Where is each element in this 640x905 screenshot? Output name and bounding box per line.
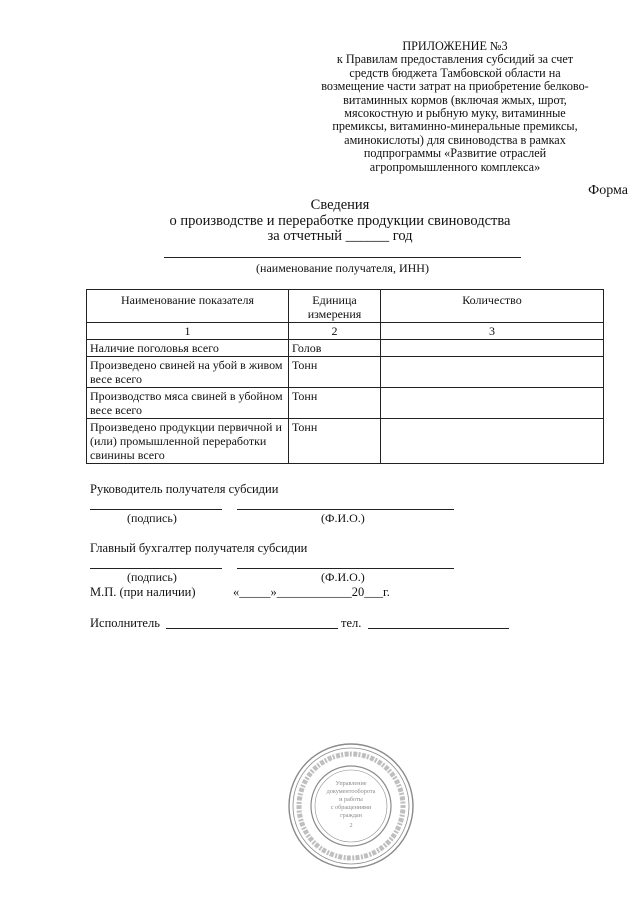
recipient-line [164, 257, 521, 258]
header-indicator: Наименование показателя [87, 290, 289, 323]
svg-text:и работы: и работы [339, 796, 363, 803]
table-row [87, 388, 604, 419]
header-unit: Единица измерения [289, 290, 381, 323]
table-row [87, 357, 604, 388]
table-header-row [87, 290, 604, 323]
svg-text:граждан: граждан [340, 812, 362, 819]
unit-cell: Тонн [289, 388, 381, 419]
appendix-line: мясокостную и рыбную муку, витаминные [344, 106, 566, 121]
svg-text:Управление: Управление [335, 780, 367, 787]
data-table [86, 289, 604, 464]
column-number: 2 [289, 323, 381, 340]
appendix-line: аминокислоты) для свиноводства в рамках [344, 132, 566, 147]
phone-label: тел. [341, 616, 362, 630]
fio-caption: (Ф.И.О.) [321, 570, 365, 584]
appendix-line: агропромышленного комплекса» [369, 159, 541, 174]
svg-text:документооборота: документооборота [326, 788, 376, 795]
unit-cell: Голов [289, 340, 381, 357]
head-signature-line[interactable] [90, 509, 222, 510]
appendix-line: к Правилам предоставления субсидий за счет [336, 52, 574, 67]
quantity-cell[interactable] [381, 357, 604, 388]
signature-caption: (подпись) [127, 570, 177, 584]
head-fio-line[interactable] [237, 509, 454, 510]
table-row [87, 340, 604, 357]
date-field[interactable]: «_____»____________20___г. [233, 585, 390, 599]
title-line: за отчетный ______ год [267, 228, 413, 244]
column-number: 3 [381, 323, 604, 340]
appendix-header [290, 40, 620, 174]
fio-caption: (Ф.И.О.) [321, 511, 365, 525]
executor-line[interactable] [166, 628, 338, 629]
appendix-line: премиксы, витаминно-минеральные премиксы, [332, 119, 578, 134]
accountant-fio-line[interactable] [237, 568, 454, 569]
recipient-caption: (наименование получателя, ИНН) [256, 261, 429, 275]
form-label: Форма [588, 183, 628, 198]
appendix-line: витаминных кормов (включая жмых, шрот, [343, 92, 567, 107]
accountant-label: Главный бухгалтер получателя субсидии [90, 541, 308, 555]
svg-text:2: 2 [349, 822, 353, 829]
mp-label: М.П. (при наличии) [90, 585, 196, 599]
appendix-line: подпрограммы «Развитие отраслей [363, 146, 547, 161]
head-label: Руководитель получателя субсидии [90, 482, 279, 496]
indicator-cell: Произведено свиней на убой в живом весе всего [87, 357, 289, 388]
indicator-cell: Наличие поголовья всего [87, 340, 289, 357]
header-quantity: Количество [381, 290, 604, 323]
signature-caption: (подпись) [127, 511, 177, 525]
quantity-cell[interactable] [381, 340, 604, 357]
phone-line[interactable] [368, 628, 509, 629]
appendix-line: ПРИЛОЖЕНИЕ №3 [402, 39, 508, 53]
unit-cell: Тонн [289, 357, 381, 388]
quantity-cell[interactable] [381, 388, 604, 419]
executor-label: Исполнитель [90, 616, 160, 630]
svg-text:с обращениями: с обращениями [330, 804, 372, 811]
column-number: 1 [87, 323, 289, 340]
document-title [140, 198, 540, 245]
appendix-line: возмещение части затрат на приобретение белково- [321, 79, 589, 94]
unit-cell: Тонн [289, 419, 381, 464]
official-stamp [286, 741, 416, 871]
table-row [87, 419, 604, 464]
appendix-line: средств бюджета Тамбовской области на [349, 65, 561, 80]
title-line: Сведения [310, 197, 370, 213]
stamp-icon [286, 741, 416, 871]
indicator-cell: Производство мяса свиней в убойном весе всего [87, 388, 289, 419]
title-line: о производстве и переработке продукции свиноводства [169, 212, 511, 229]
table-number-row [87, 323, 604, 340]
quantity-cell[interactable] [381, 419, 604, 464]
accountant-signature-line[interactable] [90, 568, 222, 569]
indicator-cell: Произведено продукции первичной и (или) промышленной переработки свинины всего [87, 419, 289, 464]
